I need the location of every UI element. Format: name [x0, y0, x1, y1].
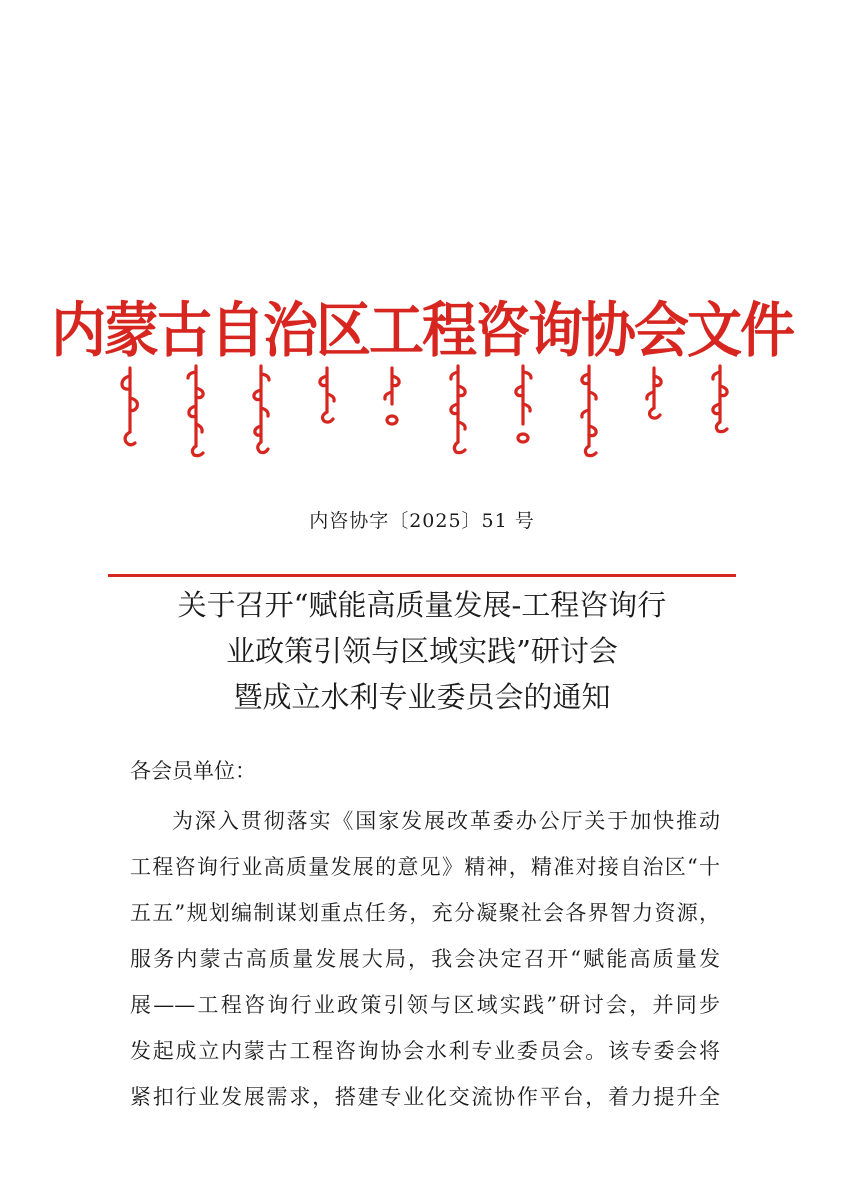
notice-title-line: 业政策引领与区域实践”研讨会	[226, 634, 618, 668]
body-line: 紧扣行业发展需求，搭建专业化交流协作平台，着力提升全	[130, 1085, 720, 1109]
mongolian-word-7	[508, 362, 538, 458]
red-divider-line	[108, 574, 736, 577]
body-line: 工程咨询行业高质量发展的意见》精神，精准对接自治区“十	[130, 855, 720, 879]
body-line: 展——工程咨询行业政策引领与区域实践”研讨会，并同步	[130, 993, 720, 1017]
body-line: 为深入贯彻落实《国家发展改革委办公厅关于加快推动	[172, 809, 720, 833]
mongolian-word-6	[443, 362, 473, 458]
mongolian-word-2	[181, 362, 211, 458]
mongolian-word-1	[115, 362, 145, 458]
body-line: 发起成立内蒙古工程咨询协会水利专业委员会。该专委会将	[130, 1039, 720, 1063]
mongolian-word-3	[246, 362, 276, 458]
mongolian-word-8	[574, 362, 604, 458]
org-masthead-title: 内蒙古自治区工程咨询协会文件	[50, 294, 793, 365]
salutation: 各会员单位：	[130, 759, 256, 783]
body-paragraph	[130, 798, 720, 1120]
mongolian-word-10	[705, 362, 735, 458]
notice-title-line: 关于召开“赋能高质量发展-工程咨询行	[177, 588, 667, 622]
mongolian-word-9	[639, 362, 669, 458]
body-line: 服务内蒙古高质量发展大局，我会决定召开“赋能高质量发	[130, 947, 720, 971]
mongolian-word-4	[312, 362, 342, 458]
body-line: 五五”规划编制谋划重点任务，充分凝聚社会各界智力资源，	[130, 901, 720, 925]
notice-title-line: 暨成立水利专业委员会的通知	[233, 680, 611, 714]
notice-title	[100, 582, 744, 720]
mongolian-script-title	[115, 362, 735, 462]
document-number: 内咨协字〔2025〕51 号	[309, 510, 535, 532]
mongolian-word-5	[377, 362, 407, 458]
